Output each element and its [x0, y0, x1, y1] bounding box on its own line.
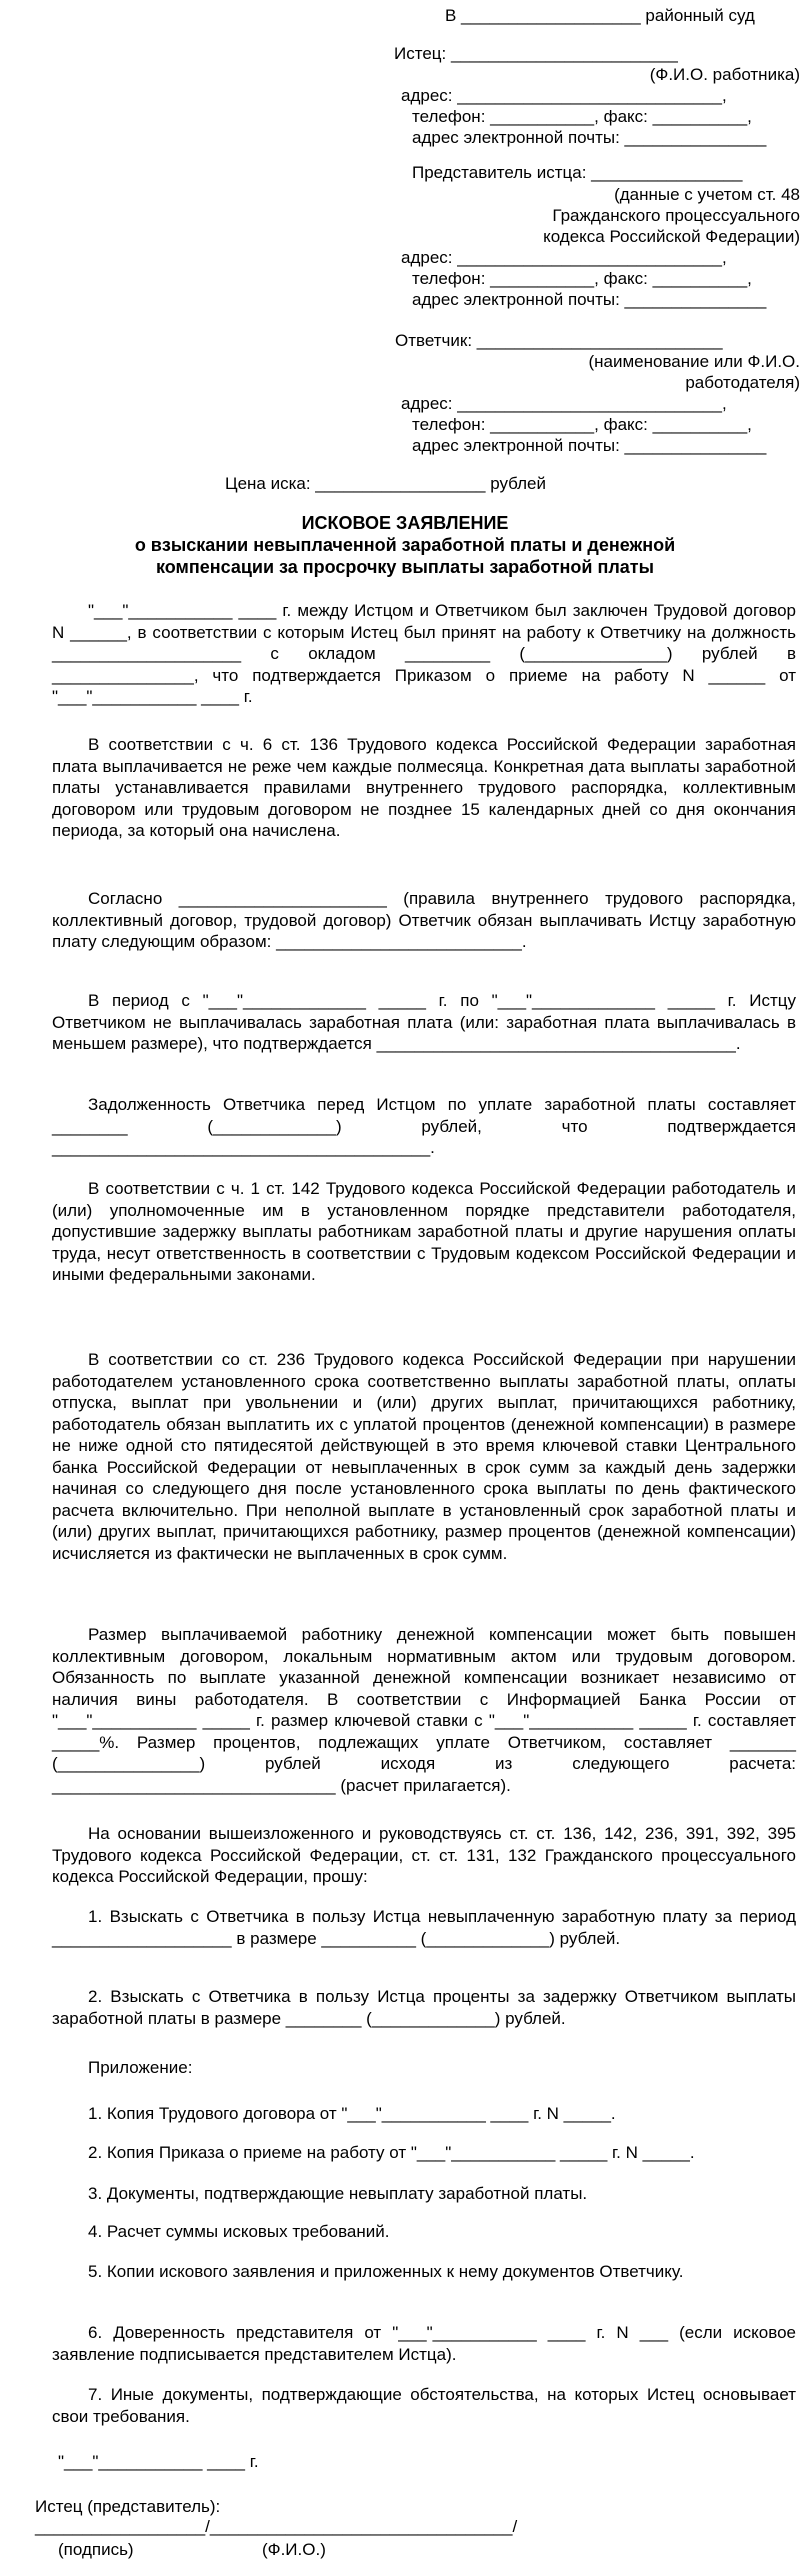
appendix-item-7: 7. Иные документы, подтверждающие обстоятельства, на которых Истец основывает свои требования. [52, 2385, 796, 2426]
defendant-address: адрес: ____________________________, [401, 394, 727, 413]
document-subtitle-2: компенсации за просрочку выплаты заработной платы [156, 557, 654, 577]
paragraph-nonpayment-period: В период с "___"_____________ _____ г. по "___"_____________ _____ г. Истцу Ответчиком не выплачивалась заработная плата (или: заработная плата выплачивалась в меньшем размере), что подтверждается ______________________________________. [52, 991, 796, 1053]
document-subtitle-1: о взыскании невыплаченной заработной платы и денежной [134, 535, 676, 555]
paragraph-compensation: Размер выплачиваемой работнику денежной компенсации может быть повышен коллективным договором, локальным нормативным актом или трудовым договором. Обязанность по выплате указанной денежной компенсации возникает независимо от наличия вины работодателя. В соответствии с Информацией Банка России от "___"___________ _____ г. размер ключевой ставки с "___"___________ _____ г. составляет _____%. Размер процентов, подлежащих уплате Ответчиком, составляет _______ (_______________) рублей исходя из следующего расчета: ______________________________ (расчет прилагается). [52, 1625, 796, 1795]
request-item-2: 2. Взыскать с Ответчика в пользу Истца проценты за задержку Ответчиком выплаты заработной платы в размере ________ (_____________) рублей. [52, 1987, 796, 2028]
fio-note: (Ф.И.О.) [262, 2540, 326, 2559]
paragraph-art-236: В соответствии со ст. 236 Трудового кодекса Российской Федерации при нарушении работодателем установленного срока соответственно выплаты заработной платы, оплаты отпуска, выплат при увольнении и (или) других выплат, причитающихся работнику, работодатель обязан выплатить их с уплатой процентов (денежной компенсации) в размере не ниже одной сто пятидесятой действующей в это время ключевой ставки Центрального банка Российской Федерации от невыплаченных в срок сумм за каждый день задержки начиная со следующего дня после установленного срока выплаты по день фактического расчета включительно. При неполной выплате в установленный срок заработной платы и (или) других выплат, причитающихся работнику, размер процентов (денежной компенсации) исчисляется из фактически не выплаченных в срок сумм. [52, 1350, 796, 1563]
paragraph-contract: "___"___________ ____ г. между Истцом и Ответчиком был заключен Трудовой договор N ______, в соответствии с которым Истец был принят на работу к Ответчику на должность ____________________ с окладом _________ (_______________) рублей в _______________, что подтверждается Приказом о приеме на работу N ______ от "___"___________ ____ г. [52, 601, 796, 706]
representative-email: адрес электронной почты: _______________ [412, 290, 767, 309]
claim-price: Цена иска: __________________ рублей [225, 474, 547, 493]
representative-note-3: кодекса Российской Федерации) [543, 227, 800, 246]
defendant-note-2: работодателя) [685, 373, 800, 392]
paragraph-art-136: В соответствии с ч. 6 ст. 136 Трудового кодекса Российской Федерации заработная плата выплачивается не реже чем каждые полмесяца. Конкретная дата выплаты заработной платы устанавливается правилами внутреннего трудового распорядка, коллективным договором или трудовым договором не позднее 15 календарных дней со дня окончания периода, за который она начислена. [52, 735, 796, 840]
plaintiff-phone: телефон: ___________, факс: __________, [412, 107, 752, 126]
paragraph-debt: Задолженность Ответчика перед Истцом по уплате заработной платы составляет ________ (_____________) рублей, что подтверждается ________________________________________. [52, 1095, 796, 1157]
request-item-1: 1. Взыскать с Ответчика в пользу Истца невыплаченную заработную плату за период ___________________ в размере __________ (_____________) рублей. [52, 1907, 796, 1948]
signature-line: __________________/________________________________/ [35, 2517, 518, 2536]
paragraph-art-142: В соответствии с ч. 1 ст. 142 Трудового кодекса Российской Федерации работодатель и (или) уполномоченные им в установленном порядке представители работодателя, допустившие задержку выплаты работникам заработной платы и другие нарушения оплаты труда, несут ответственность в соответствии с Трудовым кодексом Российской Федерации и иными федеральными законами. [52, 1179, 796, 1284]
representative-note-1: (данные с учетом ст. 48 [614, 185, 800, 204]
appendix-item-5: 5. Копии искового заявления и приложенных к нему документов Ответчику. [88, 2262, 684, 2281]
defendant-note-1: (наименование или Ф.И.О. [588, 352, 800, 371]
signature-note: (подпись) [58, 2540, 134, 2559]
defendant-email: адрес электронной почты: _______________ [412, 436, 767, 455]
representative-note-2: Гражданского процессуального [552, 206, 800, 225]
defendant-line: Ответчик: __________________________ [395, 331, 723, 350]
plaintiff-note: (Ф.И.О. работника) [649, 65, 800, 84]
appendix-item-4: 4. Расчет суммы исковых требований. [88, 2222, 390, 2241]
representative-phone: телефон: ___________, факс: __________, [412, 269, 752, 288]
appendix-item-1: 1. Копия Трудового договора от "___"___________ ____ г. N _____. [88, 2104, 616, 2123]
defendant-phone: телефон: ___________, факс: __________, [412, 415, 752, 434]
appendix-item-2: 2. Копия Приказа о приеме на работу от "___"___________ _____ г. N _____. [88, 2143, 695, 2162]
paragraph-grounds: На основании вышеизложенного и руководствуясь ст. ст. 136, 142, 236, 391, 392, 395 Трудового кодекса Российской Федерации, ст. ст. 131, 132 Гражданского процессуального кодекса Российской Федерации, прошу: [52, 1824, 796, 1886]
representative-address: адрес: ____________________________, [401, 248, 727, 267]
paragraph-payment-order: Согласно ______________________ (правила внутреннего трудового распорядка, коллективный договор, трудовой договор) Ответчик обязан выплачивать Истцу заработную плату следующим образом: __________________________. [52, 889, 796, 951]
appendix-heading: Приложение: [88, 2058, 193, 2077]
document-title: ИСКОВОЕ ЗАЯВЛЕНИЕ [301, 513, 509, 533]
appendix-item-6: 6. Доверенность представителя от "___"___________ ____ г. N ___ (если исковое заявление подписывается представителем Истца). [52, 2323, 796, 2364]
plaintiff-address: адрес: ____________________________, [401, 86, 727, 105]
plaintiff-email: адрес электронной почты: _______________ [412, 128, 767, 147]
signature-date: "___"___________ ____ г. [58, 2452, 259, 2471]
appendix-item-3: 3. Документы, подтверждающие невыплату заработной платы. [88, 2184, 588, 2203]
signature-label: Истец (представитель): [35, 2497, 221, 2516]
court-line: В ___________________ районный суд [445, 6, 755, 25]
plaintiff-line: Истец: ________________________ [394, 44, 678, 63]
representative-line: Представитель истца: ________________ [412, 163, 743, 182]
